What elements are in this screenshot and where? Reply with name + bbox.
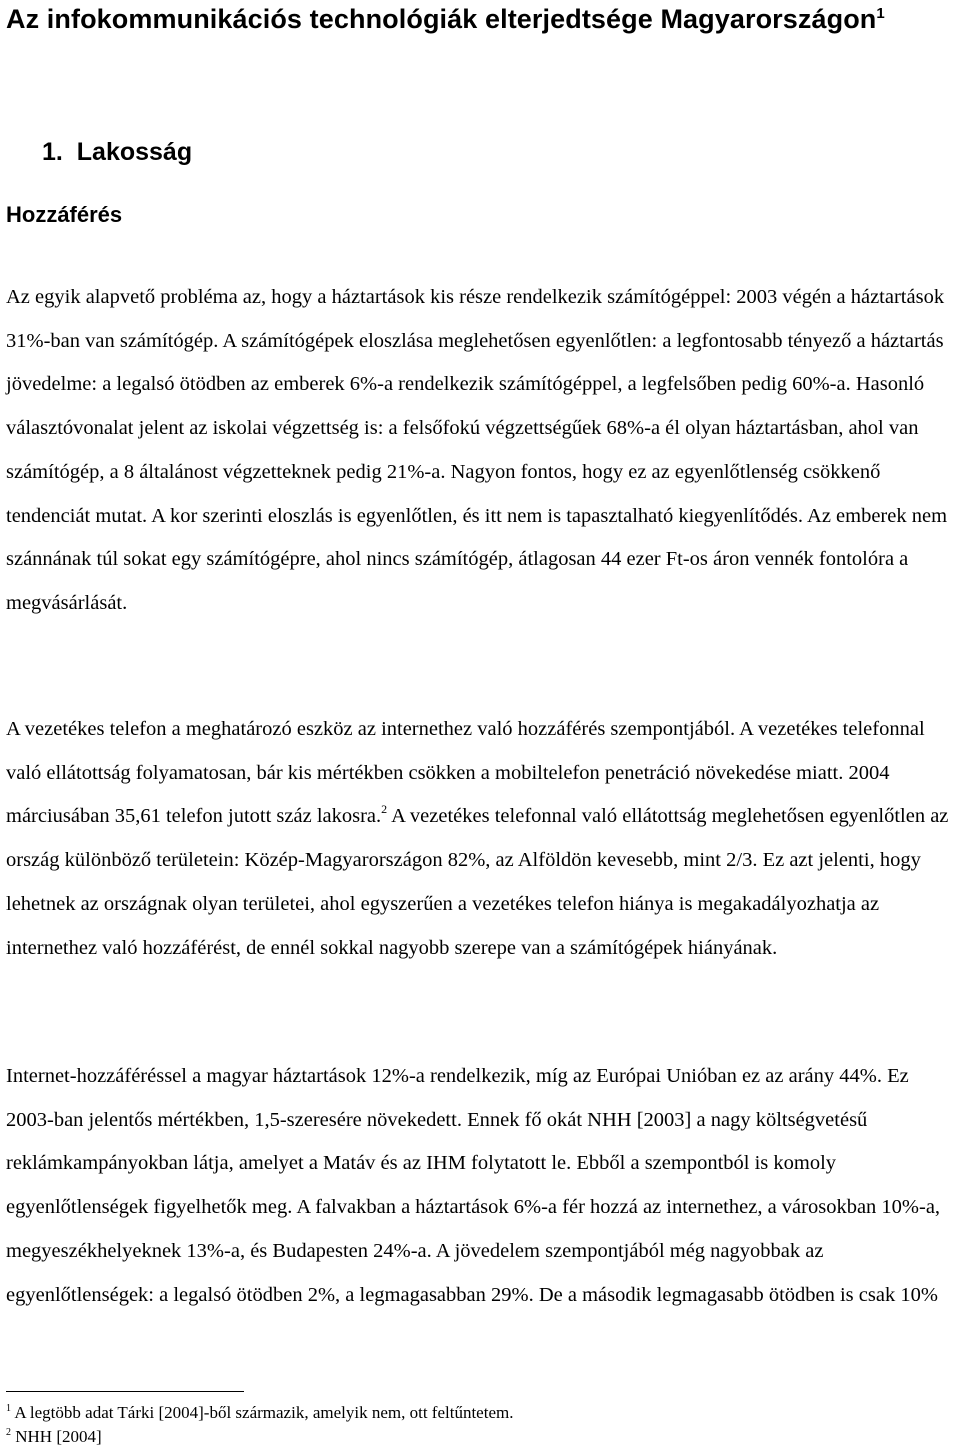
section-number: 1. bbox=[42, 138, 63, 166]
paragraph-landline bbox=[6, 708, 958, 970]
document-title-text: Az infokommunikációs technológiák elterjedtsége Magyarországon bbox=[6, 4, 877, 34]
subsection-heading: Hozzáférés bbox=[6, 202, 123, 227]
paragraph-footnote-ref[interactable]: 2 bbox=[381, 802, 388, 817]
footnote-2-ref: 2 bbox=[6, 1427, 11, 1438]
footnote-separator bbox=[6, 1391, 244, 1392]
footnote-2 bbox=[6, 1425, 102, 1449]
paragraph-landline-text-2: A vezetékes telefonnal való ellátottság meglehetősen egyenlőtlen az ország különböző területein: Közép-Magyarországon 82%, az Alföldön kevesebb, mint 2/3. Ez azt jelenti, hogy lehetnek az országnak olyan területei, ahol egyszerűen a vezetékes telefon hiánya is megakadályozhatja az internethez való hozzáférést, de ennél sokkal nagyobb szerepe van a számítógépek hiányának. bbox=[6, 805, 949, 959]
paragraph-computers: Az egyik alapvető probléma az, hogy a háztartások kis része rendelkezik számítógéppel: 2003 végén a háztartások 31%-ban van számítógép. A számítógépek eloszlása meglehetősen egyenlőtlen: a legfontosabb tényező a háztartás jövedelme: a legalsó ötödben az emberek 6%-a rendelkezik számítógéppel, a legfelsőben pedig 60%-a. Hasonló választóvonalat jelent az iskolai végzettség is: a felsőfokú végzettségűek 68%-a él olyan háztartásban, ahol van számítógép, a 8 általánost végzetteknek pedig 21%-a. Nagyon fontos, hogy ez az egyenlőtlenség csökkenő tendenciát mutat. A kor szerinti eloszlás is egyenlőtlen, és itt nem is tapasztalható kiegyenlítődés. Az emberek nem szánnának túl sokat egy számítógépre, ahol nincs számítógép, átlagosan 44 ezer Ft-os áron vennék fontolóra a megvásárlását. bbox=[6, 286, 948, 614]
footnote-1 bbox=[6, 1401, 513, 1425]
footnote-1-text: A legtöbb adat Tárki [2004]-ből származik, amelyik nem, ott feltűntetem. bbox=[14, 1403, 514, 1422]
document-title bbox=[6, 0, 958, 38]
section-label: Lakosság bbox=[76, 138, 193, 166]
document-page bbox=[6, 0, 958, 1446]
section-heading bbox=[42, 137, 192, 167]
footnote-2-text: NHH [2004] bbox=[15, 1427, 102, 1446]
paragraph-internet-access: Internet-hozzáféréssel a magyar háztartások 12%-a rendelkezik, míg az Európai Unióban ez az arány 44%. Ez 2003-ban jelentős mértékben, 1,5-szeresére növekedett. Ennek fő okát NHH [2003] a nagy költségvetésű reklámkampányokban látja, amelyet a Matáv és az IHM folytatott le. Ebből a szempontból is komoly egyenlőtlenségek figyelhetők meg. A falvakban a háztartások 6%-a fér hozzá az internethez, a városokban 10%-a, megyeszékhelyeknek 13%-a, és Budapesten 24%-a. A jövedelem szempontjából még nagyobbak az egyenlőtlenségek: a legalsó ötödben 2%, a legmagasabban 29%. De a második legmagasabb ötödben is csak 10% bbox=[6, 1065, 941, 1306]
title-footnote-ref[interactable]: 1 bbox=[876, 5, 885, 22]
footnote-1-ref: 1 bbox=[6, 1403, 11, 1414]
paragraph-landline-text-1: A vezetékes telefon a meghatározó eszköz az internethez való hozzáférés szempontjából. A vezetékes telefonnal való ellátottság folyamatosan, bár kis mértékben csökken a mobiltelefon penetráció növekedése miatt. 2004 márciusában 35,61 telefon jutott száz lakosra. bbox=[6, 718, 925, 828]
